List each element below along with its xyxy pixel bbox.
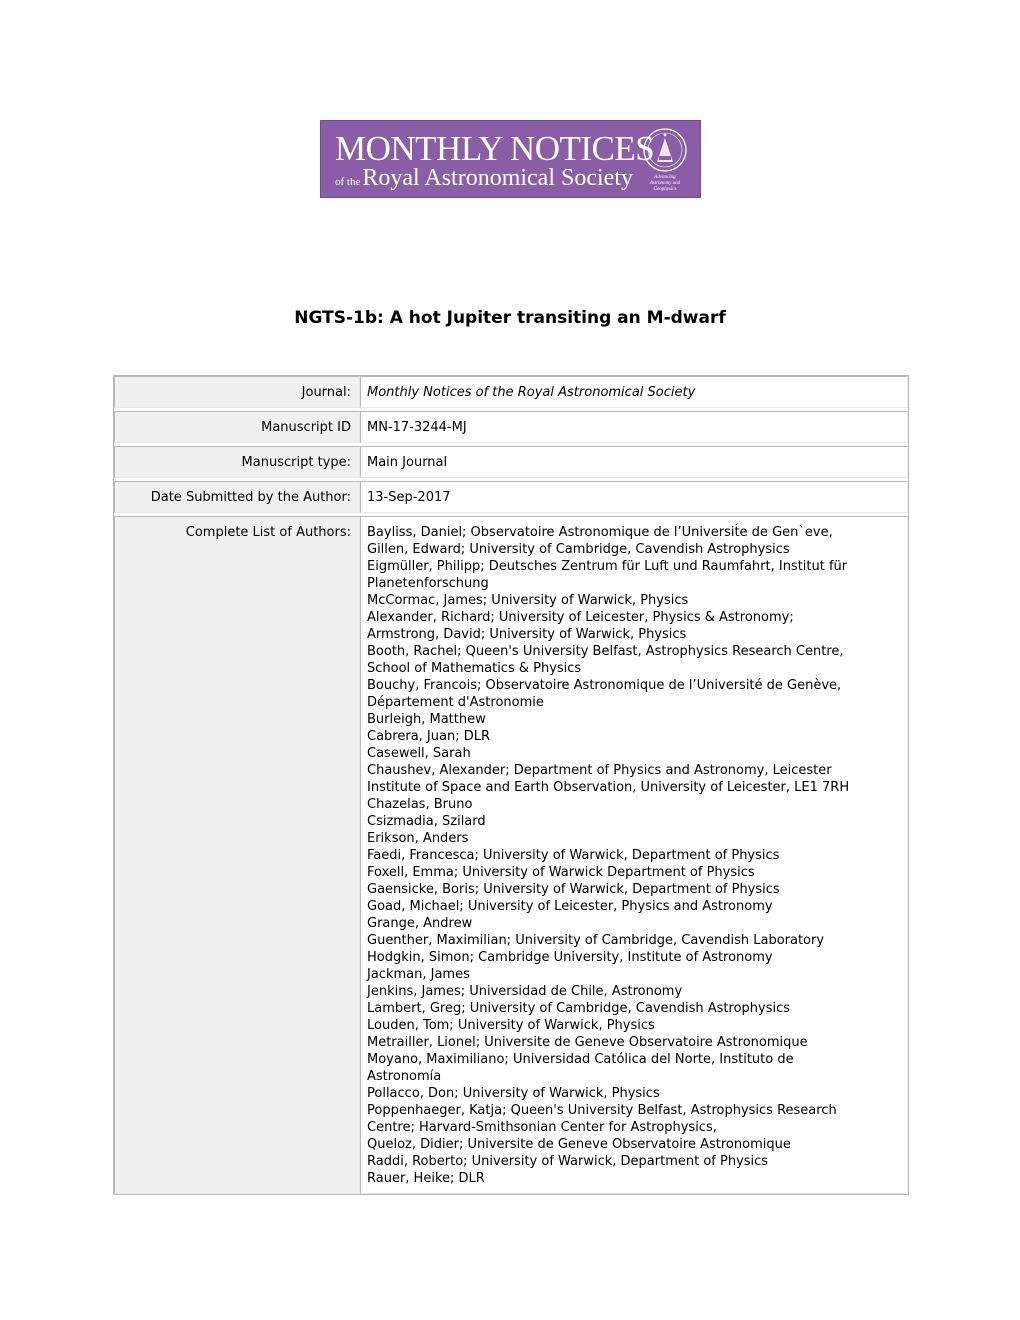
author-line: Jenkins, James; Universidad de Chile, Astronomy <box>367 984 683 999</box>
row-journal <box>114 376 908 408</box>
author-line: Eigmüller, Philipp; Deutsches Zentrum für Luft und Raumfahrt, Institut für <box>367 559 848 574</box>
authors-label: Complete List of Authors: <box>114 516 360 1194</box>
author-line: Lambert, Greg; University of Cambridge, Cavendish Astrophysics <box>367 1001 791 1016</box>
author-line: Queloz, Didier; Universite de Geneve Observatoire Astronomique <box>367 1137 791 1152</box>
author-line: Moyano, Maximiliano; Universidad Católica del Norte, Instituto de <box>367 1052 794 1067</box>
author-line: Erikson, Anders <box>367 831 469 846</box>
author-line: Casewell, Sarah <box>367 746 471 761</box>
submission-metadata-table <box>113 375 909 1195</box>
author-line: Raddi, Roberto; University of Warwick, Department of Physics <box>367 1154 769 1169</box>
journal-logo <box>320 120 701 198</box>
author-line: Jackman, James <box>367 967 470 982</box>
author-line: Bayliss, Daniel; Observatoire Astronomique de l’Universit́e de Gen`eve, <box>367 525 833 540</box>
author-line: Alexander, Richard; University of Leicester, Physics & Astronomy; <box>367 610 794 625</box>
author-line: Booth, Rachel; Queen's University Belfast, Astrophysics Research Centre, <box>367 644 844 659</box>
seal-tagline-3: Geophysics <box>653 187 677 192</box>
paper-title: NGTS-1b: A hot Jupiter transiting an M-dwarf <box>294 308 726 328</box>
author-line: Armstrong, David; University of Warwick, Physics <box>367 627 687 642</box>
author-line: Goad, Michael; University of Leicester, Physics and Astronomy <box>367 899 773 914</box>
seal-tagline-1: Advancing <box>654 175 676 180</box>
manuscript-type-value: Main Journal <box>360 446 908 478</box>
author-line: Gaensicke, Boris; University of Warwick, Department of Physics <box>367 882 780 897</box>
author-line: Foxell, Emma; University of Warwick Department of Physics <box>367 865 755 880</box>
author-line: Chazelas, Bruno <box>367 797 473 812</box>
author-line: Planetenforschung <box>367 576 489 591</box>
date-submitted-label: Date Submitted by the Author: <box>114 481 360 513</box>
author-line: Faedi, Francesca; University of Warwick, Department of Physics <box>367 848 780 863</box>
journal-value: Monthly Notices of the Royal Astronomical Society <box>360 376 908 408</box>
row-authors <box>114 516 908 1194</box>
manuscript-type-label: Manuscript type: <box>114 446 360 478</box>
author-line: Metrailler, Lionel; Universite de Geneve Observatoire Astronomique <box>367 1035 808 1050</box>
author-line: Pollacco, Don; University of Warwick, Physics <box>367 1086 660 1101</box>
author-line: Centre; Harvard-Smithsonian Center for Astrophysics, <box>367 1120 717 1135</box>
author-line: Gillen, Edward; University of Cambridge, Cavendish Astrophysics <box>367 542 790 557</box>
author-line: Institute of Space and Earth Observation, University of Leicester, LE1 7RH <box>367 780 850 795</box>
author-line: School of Mathematics & Physics <box>367 661 582 676</box>
author-line: Louden, Tom; University of Warwick, Physics <box>367 1018 655 1033</box>
logo-line-monthly-notices: MONTHLY NOTICES <box>335 129 655 168</box>
logo-of-the: of the <box>335 176 361 188</box>
author-line: Burleigh, Matthew <box>367 712 486 727</box>
author-line: Guenther, Maximilian; University of Cambridge, Cavendish Laboratory <box>367 933 825 948</box>
author-line: Bouchy, Francois; Observatoire Astronomique de l’Université de Genève, <box>367 678 842 693</box>
row-manuscript-id <box>114 411 908 443</box>
logo-line-society <box>335 165 633 192</box>
authors-list <box>360 516 908 1194</box>
author-line: Poppenhaeger, Katja; Queen's University Belfast, Astrophysics Research <box>367 1103 837 1118</box>
manuscript-id-label: Manuscript ID <box>114 411 360 443</box>
author-line: Csizmadia, Szilard <box>367 814 486 829</box>
journal-label: Journal: <box>114 376 360 408</box>
author-line: Cabrera, Juan; DLR <box>367 729 491 744</box>
author-line: Astronomía <box>367 1069 442 1084</box>
author-line: Hodgkin, Simon; Cambridge University, Institute of Astronomy <box>367 950 773 965</box>
author-line: Rauer, Heike; DLR <box>367 1171 485 1186</box>
logo-society-name: Royal Astronomical Society <box>362 165 633 191</box>
author-line: Département d'Astronomie <box>367 695 544 710</box>
date-submitted-value: 13-Sep-2017 <box>360 481 908 513</box>
author-line: Chaushev, Alexander; Department of Physics and Astronomy, Leicester <box>367 763 832 778</box>
seal-tagline-2: Astronomy and <box>649 181 681 186</box>
society-seal-icon <box>639 126 691 194</box>
row-date-submitted <box>114 481 908 513</box>
manuscript-id-value: MN-17-3244-MJ <box>360 411 908 443</box>
author-line: Grange, Andrew <box>367 916 473 931</box>
author-line: McCormac, James; University of Warwick, Physics <box>367 593 689 608</box>
row-manuscript-type <box>114 446 908 478</box>
